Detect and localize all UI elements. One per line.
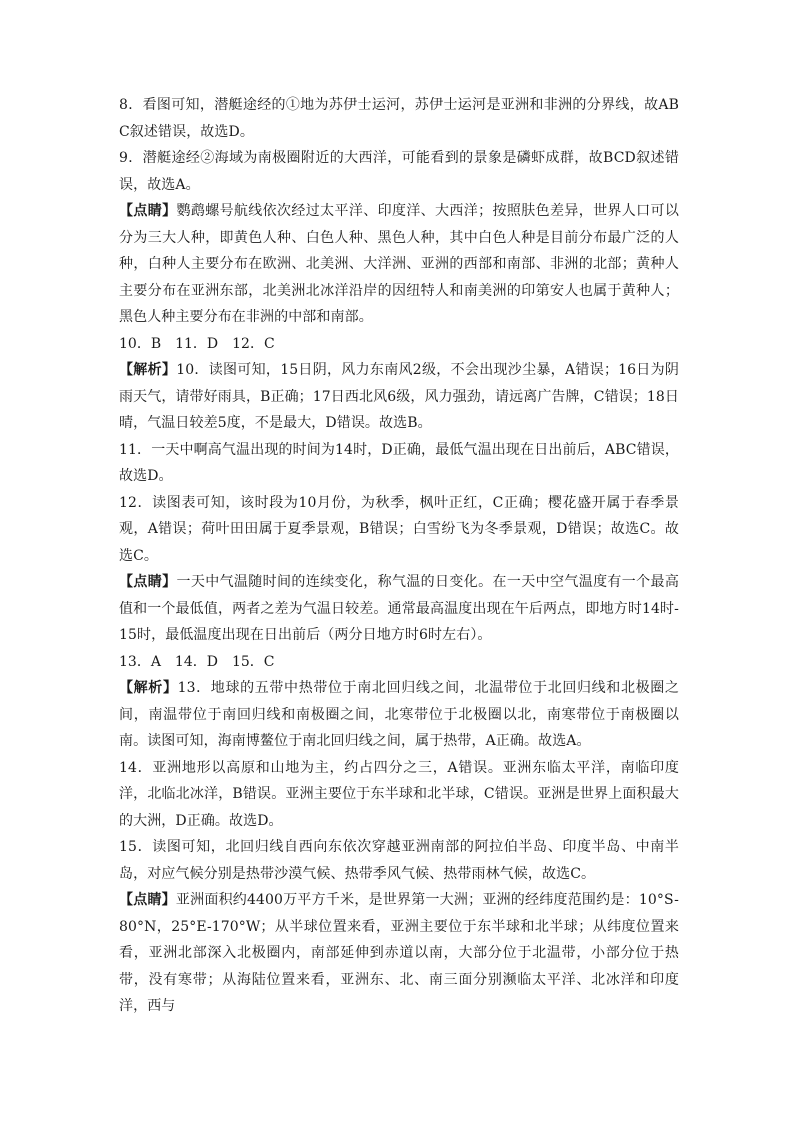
answer-14-explanation: 14．亚洲地形以高原和山地为主，约占四分之三，A错误。亚洲东临太平洋，南临印度洋，北临北冰洋，B错误。亚洲主要位于东半球和北半球，C错误。亚洲是世界上面积最大的大洲，D正确。故选D。 bbox=[119, 759, 679, 829]
tip-paragraph-3 bbox=[119, 887, 679, 1020]
answer-8-explanation: 8．看图可知，潜艇途经的①地为苏伊士运河，苏伊士运河是亚洲和非洲的分界线，故ABC叙述错误，故选D。 bbox=[119, 97, 679, 140]
analysis-tag: 【解析】 bbox=[119, 362, 177, 378]
answer-key-13-15: 13．A 14．D 15．C bbox=[119, 653, 275, 670]
tip-paragraph-1 bbox=[119, 198, 679, 331]
tip-text: 亚洲面积约4400万平方千米，是世界第一大洲；亚洲的经纬度范围约是：10°S-80°N，25°E-170°W；从半球位置来看，亚洲主要位于东半球和北半球；从纬度位置来看，亚洲北部深入北极圈内，南部延伸到赤道以南，大部分位于北温带，小部分位于热带，没有寒带；从海陆位置来看，亚洲东、北、南三面分别濒临太平洋、北冰洋和印度洋，西与 bbox=[119, 892, 679, 1014]
tip-tag: 【点睛】 bbox=[119, 203, 177, 219]
answer-key-10-12: 10．B 11．D 12．C bbox=[119, 335, 275, 352]
answer-15-explanation: 15．读图可知，北回归线自西向东依次穿越亚洲南部的阿拉伯半岛、印度半岛、中南半岛，对应气候分别是热带沙漠气候、热带季风气候、热带雨林气候，故选C。 bbox=[119, 839, 679, 882]
tip-text: 一天中气温随时间的连续变化，称气温的日变化。在一天中空气温度有一个最高值和一个最低值，两者之差为气温日较差。通常最高温度出现在午后两点，即地方时14时-15时，最低温度出现在日出前后（两分日地方时6时左右）。 bbox=[119, 574, 679, 643]
analysis-paragraph-13 bbox=[119, 675, 679, 755]
analysis-tag: 【解析】 bbox=[119, 680, 178, 696]
answer-9-explanation: 9．潜艇途经②海域为南极圈附近的大西洋，可能看到的景象是磷虾成群，故BCD叙述错误，故选A。 bbox=[119, 150, 679, 193]
analysis-paragraph-10 bbox=[119, 357, 679, 437]
answer-11-explanation: 11．一天中啊高气温出现的时间为14时，D正确，最低气温出现在日出前后，ABC错误，故选D。 bbox=[119, 441, 679, 484]
analysis-text: 13．地球的五带中热带位于南北回归线之间，北温带位于北回归线和北极圈之间，南温带位于南回归线和南极圈之间，北寒带位于北极圈以北，南寒带位于南极圈以南。读图可知，海南博鳌位于南北回归线之间，属于热带，A正确。故选A。 bbox=[119, 680, 679, 749]
tip-text: 鹦鹉螺号航线依次经过太平洋、印度洋、大西洋；按照肤色差异，世界人口可以分为三大人种，即黄色人种、白色人种、黑色人种，其中白色人种是目前分布最广泛的人种，白种人主要分布在欧洲、北美洲、大洋洲、亚洲的西部和南部、非洲的北部；黄种人主要分布在亚洲东部，北美洲北冰洋沿岸的因纽特人和南美洲的印第安人也属于黄种人；黑色人种主要分布在非洲的中部和南部。 bbox=[119, 203, 679, 325]
tip-tag: 【点睛】 bbox=[119, 574, 177, 590]
tip-paragraph-2 bbox=[119, 569, 679, 649]
document-page bbox=[119, 92, 679, 1020]
answer-12-explanation: 12．读图表可知，该时段为10月份，为秋季，枫叶正红，C正确；樱花盛开属于春季景观，A错误；荷叶田田属于夏季景观，B错误；白雪纷飞为冬季景观，D错误；故选C。故选C。 bbox=[119, 494, 679, 564]
analysis-text: 10．读图可知，15日阴，风力东南风2级，不会出现沙尘暴，A错误；16日为阴雨天气，请带好雨具，B正确；17日西北风6级，风力强劲，请远离广告牌，C错误；18日晴，气温日较差5度，不是最大，D错误。故选B。 bbox=[119, 362, 679, 431]
tip-tag: 【点睛】 bbox=[119, 892, 176, 908]
